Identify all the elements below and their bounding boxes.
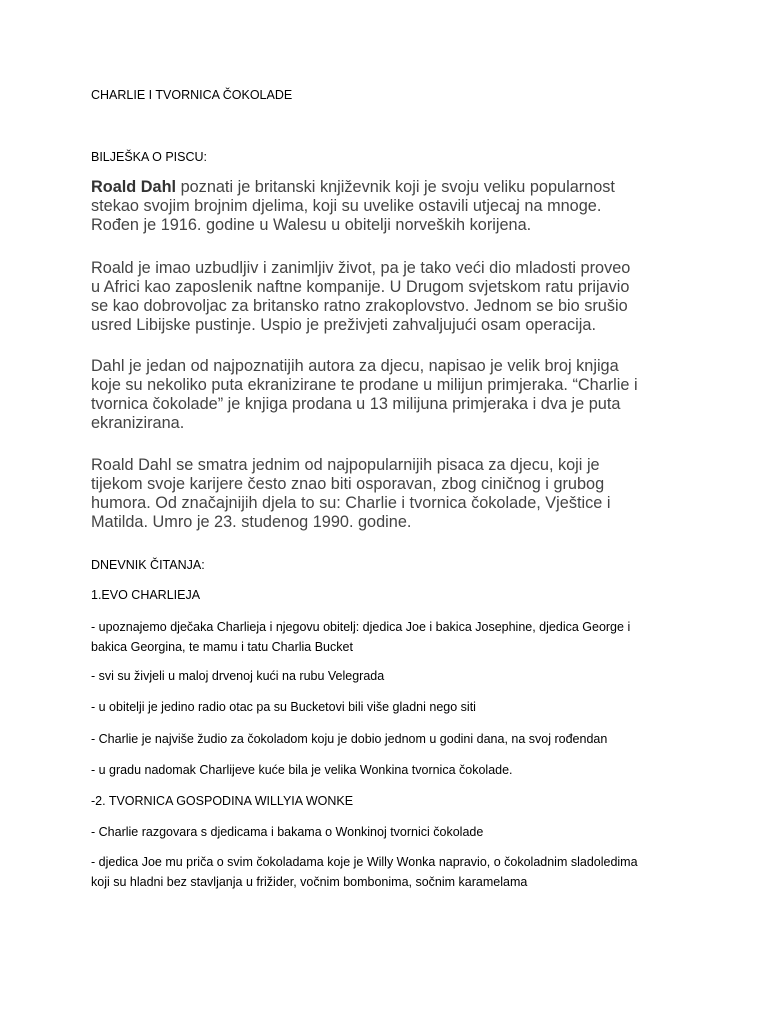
- bio-3-line-3: tvornica čokolade” je knjiga prodana u 13 milijuna primjeraka i dva je puta: [91, 395, 621, 413]
- chapter-2-heading: -2. TVORNICA GOSPODINA WILLYIA WONKE: [91, 794, 354, 808]
- bio-1-line-1: Roald Dahl poznati je britanski književnik koji je svoju veliku popularnost: [91, 178, 615, 196]
- bio-2-line-3: se kao dobrovoljac za britansko ratno zrakoplovstvo. Jednom se bio srušio: [91, 297, 628, 315]
- chapter-1-item: - Charlie je najviše žudio za čokoladom koju je dobio jednom u godini dana, na svoj rođendan: [91, 732, 608, 746]
- bio-3-line-1: Dahl je jedan od najpoznatijih autora za djecu, napisao je velik broj knjiga: [91, 357, 619, 375]
- chapter-1-heading: 1.EVO CHARLIEJA: [91, 588, 201, 602]
- document-title: CHARLIE I TVORNICA ČOKOLADE: [91, 88, 293, 102]
- bio-2-line-4: usred Libijske pustinje. Uspio je preživjeti zahvaljujući osam operacija.: [91, 316, 596, 334]
- bio-4-line-3: humora. Od značajnijih djela to su: Charlie i tvornica čokolade, Vještice i: [91, 494, 611, 512]
- author-name-bold: Roald Dahl: [91, 178, 177, 196]
- bio-1-line-2: stekao svojim brojnim djelima, koji su uvelike ostavili utjecaj na mnoge.: [91, 197, 602, 215]
- bio-paragraph-2: [91, 259, 691, 335]
- section-heading-author: BILJEŠKA O PISCU:: [91, 150, 208, 164]
- chapter-1-item: - u gradu nadomak Charlijeve kuće bila je velika Wonkina tvornica čokolade.: [91, 763, 513, 777]
- chapter-1-item: - svi su živjeli u maloj drvenoj kući na rubu Velegrada: [91, 669, 385, 683]
- chapter-1-item: - upoznajemo dječaka Charlieja i njegovu obitelj: djedica Joe i bakica Josephine, djedica George i bakica Georgina, te mamu i tatu Charlia Bucket: [91, 620, 631, 654]
- bio-4-line-2: tijekom svoje karijere često znao biti osporavan, zbog ciničnog i grubog: [91, 475, 605, 493]
- bio-2-line-2: u Africi kao zaposlenik naftne kompanije. U Drugom svjetskom ratu prijavio: [91, 278, 630, 296]
- bio-2-line-1: Roald je imao uzbudljiv i zanimljiv život, pa je tako veći dio mladosti proveo: [91, 259, 631, 277]
- section-heading-diary: DNEVNIK ČITANJA:: [91, 558, 205, 572]
- bio-3-line-2: koje su nekoliko puta ekranizirane te prodane u milijun primjeraka. “Charlie i: [91, 376, 638, 394]
- bio-4-line-4: Matilda. Umro je 23. studenog 1990. godine.: [91, 513, 412, 531]
- bio-4-line-1: Roald Dahl se smatra jednim od najpopularnijih pisaca za djecu, koji je: [91, 456, 600, 474]
- bio-3-line-4: ekranizirana.: [91, 414, 185, 432]
- chapter-2-item: - Charlie razgovara s djedicama i bakama o Wonkinoj tvornici čokolade: [91, 825, 484, 839]
- bio-paragraph-1: [91, 178, 691, 235]
- chapter-1-item: - u obitelji je jedino radio otac pa su Bucketovi bili više gladni nego siti: [91, 700, 476, 714]
- bio-1-line-3: Rođen je 1916. godine u Walesu u obitelji norveških korijena.: [91, 216, 532, 234]
- chapter-2-item: - djedica Joe mu priča o svim čokoladama koje je Willy Wonka napravio, o čokoladnim sladoledima koji su hladni bez stavljanja u frižider, vočnim bombonima, sočnim karamelama: [91, 855, 638, 889]
- bio-paragraph-4: [91, 456, 691, 532]
- bio-paragraph-3: [91, 357, 691, 433]
